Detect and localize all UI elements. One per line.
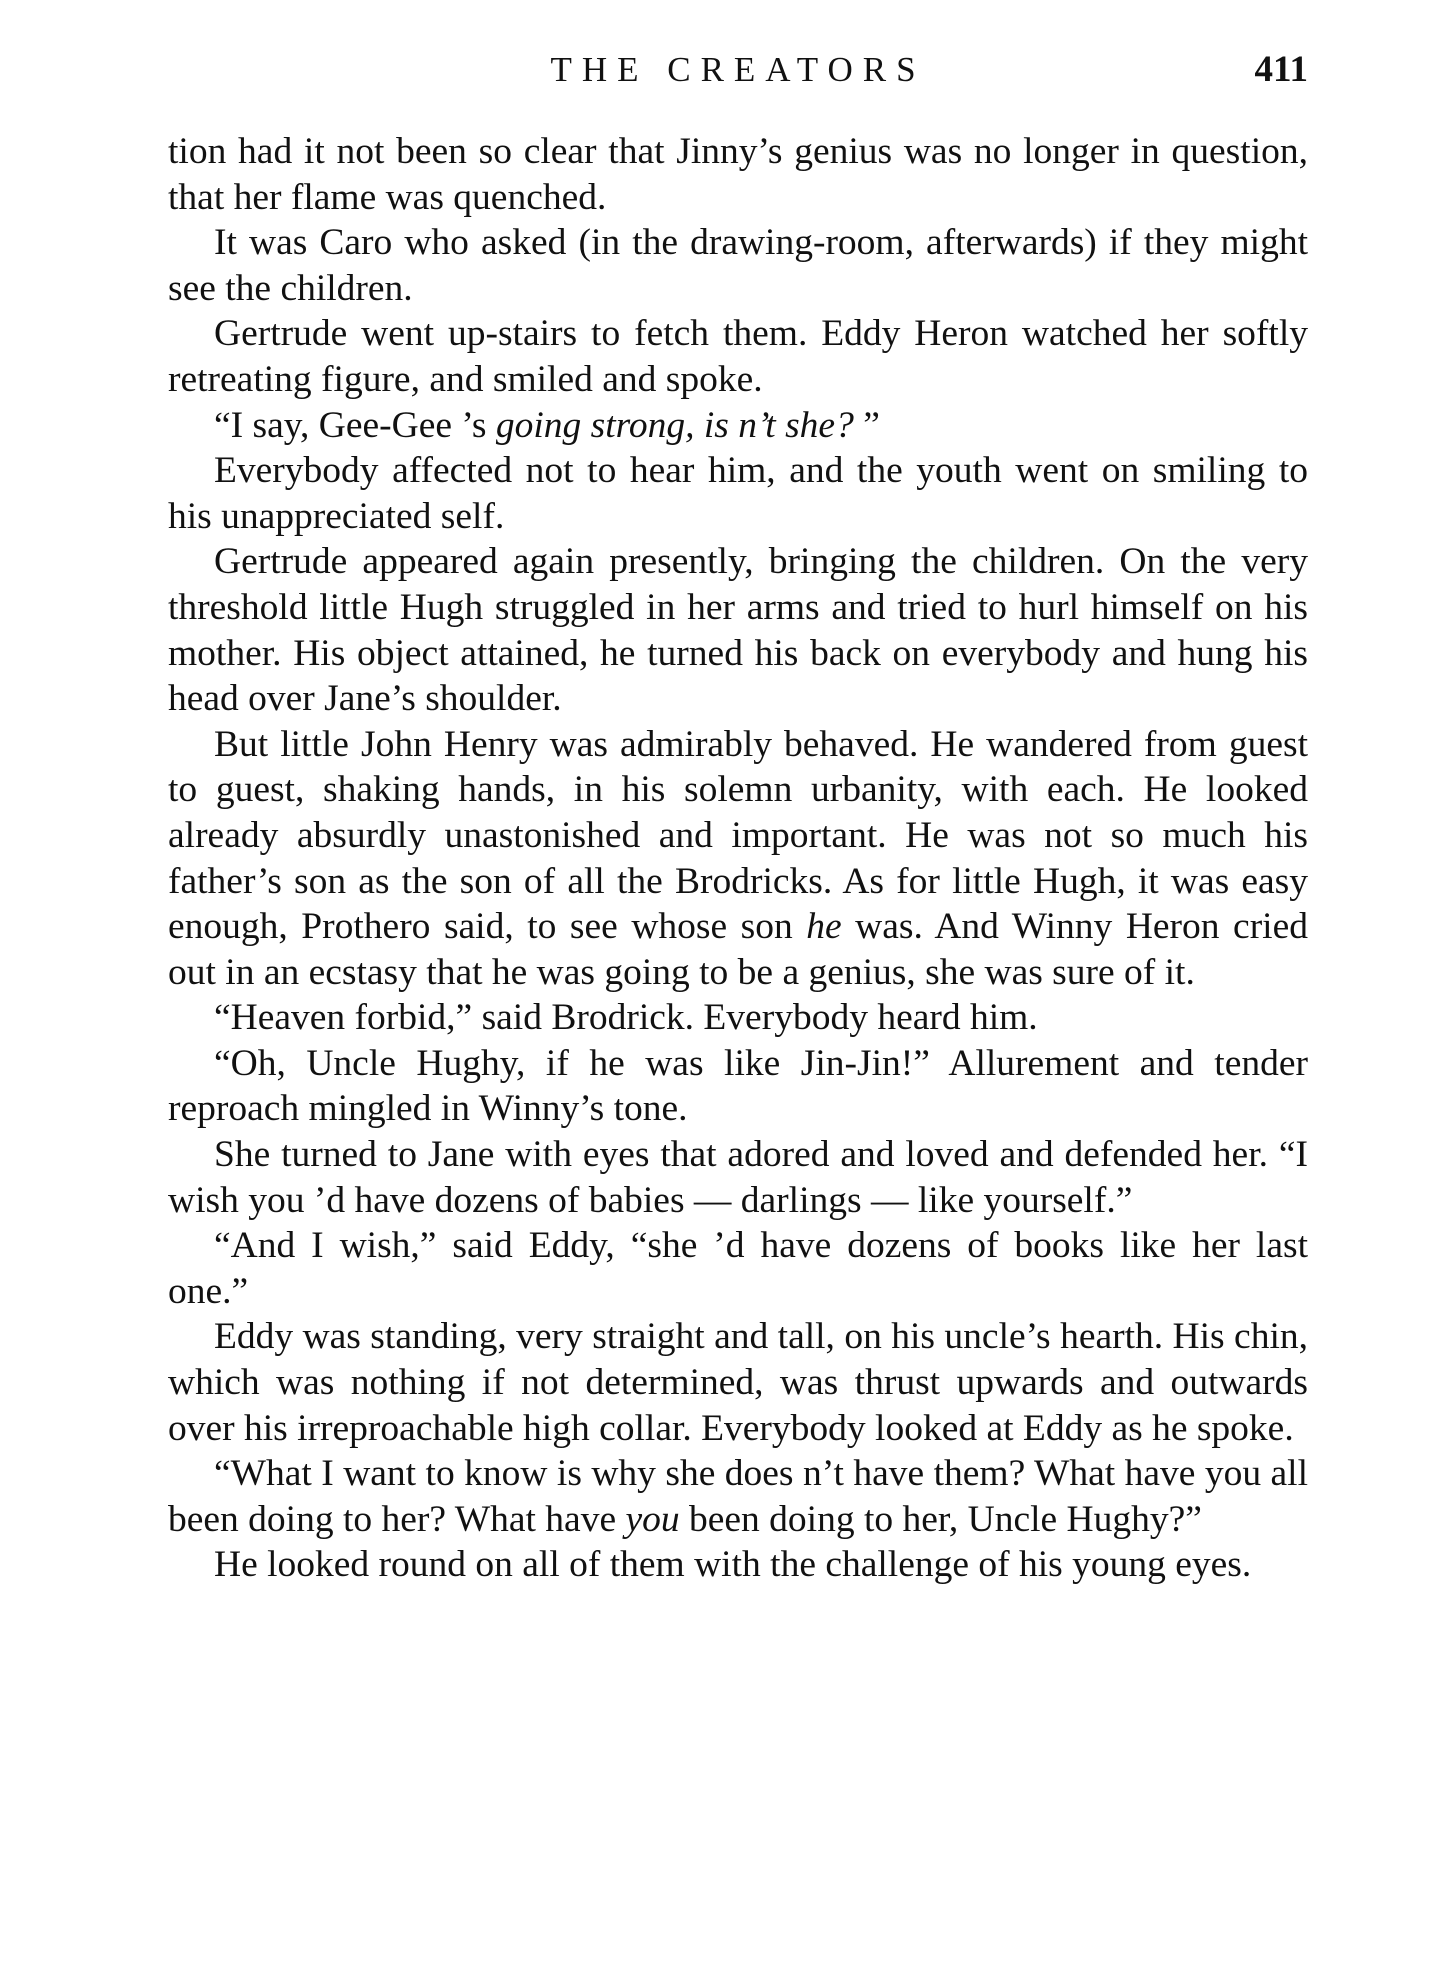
- text-run: But little John Henry was admirably behaved. He wandered from guest to guest, shaking hands, in his solemn urbanity, with each. He looked already absurdly unastonished and important. He was not so much his father’s son as the son of all the Brodricks. As for little Hugh, it was easy enough, Prothero said, to see whose son: [168, 723, 1308, 948]
- italic-text: he: [806, 906, 842, 948]
- italic-text: going strong, is n’t she?: [495, 404, 854, 446]
- paragraph: “Heaven forbid,” said Brodrick. Everybody heard him.: [214, 997, 1038, 1039]
- paragraph: Gertrude appeared again presently, bringing the children. On the very threshold little Hugh struggled in her arms and tried to hurl himself on his mother. His object attained, he turned his back on everybody and hung his head over Jane’s shoulder.: [168, 541, 1308, 720]
- text-run: “What I want to know is why she does n’t have them? What have you all been doing to her? What have: [168, 1453, 1308, 1540]
- running-title: THE CREATORS: [550, 50, 926, 89]
- paragraph: Everybody affected not to hear him, and the youth went on smiling to his unappreciated self.: [168, 450, 1308, 537]
- paragraph: [168, 722, 1308, 996]
- body-text: [168, 129, 1308, 1588]
- paragraph: “And I wish,” said Eddy, “she ’d have dozens of books like her last one.”: [168, 1225, 1308, 1312]
- italic-text: you: [625, 1498, 680, 1540]
- text-run: “I say, Gee-Gee ’s: [214, 404, 496, 446]
- paragraph: It was Caro who asked (in the drawing-room, afterwards) if they might see the children.: [168, 222, 1308, 309]
- paragraph: [168, 403, 1308, 449]
- page-number: 411: [1254, 49, 1308, 90]
- paragraph: Eddy was standing, very straight and tall, on his uncle’s hearth. His chin, which was nothing if not determined, was thrust upwards and outwards over his irreproachable high collar. Everybody looked at Eddy as he spoke.: [168, 1316, 1308, 1449]
- paragraph: She turned to Jane with eyes that adored and loved and defended her. “I wish you ’d have dozens of babies — darlings — like yourself.”: [168, 1134, 1308, 1221]
- paragraph: He looked round on all of them with the challenge of his young eyes.: [214, 1544, 1252, 1586]
- paragraph: Gertrude went up-stairs to fetch them. Eddy Heron watched her softly retreating figure, and smiled and spoke.: [168, 313, 1308, 400]
- paragraph: [168, 1451, 1308, 1542]
- text-run: was. And Winny Heron cried out in an ecstasy that he was going to be a genius, she was sure of it.: [168, 906, 1308, 993]
- text-run: ”: [853, 404, 880, 446]
- page-header: [168, 44, 1308, 96]
- paragraph: “Oh, Uncle Hughy, if he was like Jin-Jin!” Allurement and tender reproach mingled in Winny’s tone.: [168, 1042, 1308, 1130]
- text-run: been doing to her, Uncle Hughy?”: [679, 1498, 1202, 1540]
- paragraph: tion had it not been so clear that Jinny’s genius was no longer in question, that her flame was quenched.: [168, 131, 1308, 218]
